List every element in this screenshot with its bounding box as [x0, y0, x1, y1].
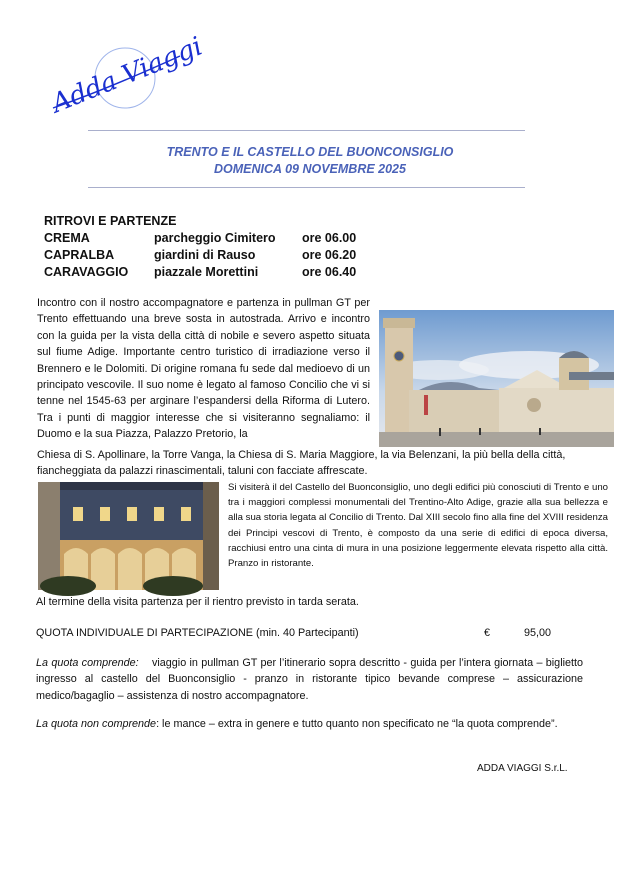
castle-courtyard-photo: [38, 482, 219, 590]
departure-row: [44, 247, 356, 264]
departure-time: ore 06.00: [302, 231, 357, 245]
excludes-section: [36, 716, 583, 732]
departure-time: ore 06.20: [302, 248, 357, 262]
excludes-text: : le mance – extra in genere e tutto quanto non specificato ne “la quota comprende”.: [156, 718, 558, 730]
price-row: [36, 625, 596, 641]
departure-place: piazzale Morettini: [154, 265, 259, 279]
price-currency: €: [484, 627, 491, 639]
header-rule-bottom: [88, 187, 525, 188]
includes-label: La quota comprende:: [36, 657, 139, 669]
departure-place: parcheggio Cimitero: [154, 231, 276, 245]
duomo-photo: [379, 310, 614, 447]
departure-time: ore 06.40: [302, 265, 357, 279]
logo-text: Adda Viaggi: [47, 31, 207, 120]
company-signature: ADDA VIAGGI S.r.L.: [477, 763, 568, 774]
departure-city: CAPRALBA: [44, 248, 115, 262]
departures-heading: RITROVI E PARTENZE: [44, 214, 177, 228]
departure-place: giardini di Rauso: [154, 248, 256, 262]
includes-text: viaggio in pullman GT per l’itinerario sopra descritto - guida per l’intera giornata – biglietto ingresso al castello del Buonconsiglio - pranzo in ristorante tipico bevande comprese – assicurazione medico/bagaglio – assistenza di nostro accompagnatore.: [36, 657, 583, 702]
return-note: Al termine della visita partenza per il rientro previsto in tarda serata.: [36, 596, 359, 608]
departure-city: CREMA: [44, 231, 90, 245]
price-amount: 95,00: [524, 627, 552, 639]
trip-title: TRENTO E IL CASTELLO DEL BUONCONSIGLIO: [166, 145, 454, 159]
departure-row: [44, 230, 356, 247]
departures-section: [44, 212, 356, 281]
itinerary-paragraph-1-continued: Chiesa di S. Apollinare, la Torre Vanga, la Chiesa di S. Maria Maggiore, la via Belenzani, la più bella della città, fiancheggiata da palazzi rinascimentali, taluni con facciate affrescate.: [37, 449, 566, 478]
excludes-label: La quota non comprende: [36, 718, 157, 730]
logo-graphic: [45, 31, 207, 120]
departure-row: [44, 264, 356, 281]
includes-section: [36, 655, 583, 704]
adda-viaggi-logo: [45, 31, 207, 120]
itinerary-paragraph-2: Si visiterà il del Castello del Buonconsiglio, uno degli edifici più conosciuti di Trento e uno tra i maggiori complessi monumentali del Trentino-Alto Adige, grazie alla sua bellezza e alla sua storia legata al Concilio di Trento. Dal XIII secolo fino alla fine del XVIII residenza dei Principi vescovi di Trento, è composto da una serie di edifici di epoca diversa, racchiusi entro una cinta di mura in una posizione leggermente elevata rispetto alla città. Pranzo in ristorante.: [228, 482, 608, 570]
departure-city: CARAVAGGIO: [44, 265, 129, 279]
itinerary-paragraph-1: Incontro con il nostro accompagnatore e partenza in pullman GT per Trento effettuando una breve sosta in autostrada. Arrivo e incontro con la guida per la vista della città di nobile e severo aspetto situata sul fiume Adige. Importante centro turistico di irradiazione verso il Brennero e le Dolomiti. Di origine romana fu sede dal medioevo di un principato vescovile. Il suo nome è legato al famoso Concilio che vi si tenne nel 1545-63 per arginare l’espandersi della Riforma di Lutero. Tra i punti di maggior interesse che si visiteranno segnaliamo: il Duomo e la sua Piazza, Palazzo Pretorio, la: [37, 297, 370, 441]
trip-date: DOMENICA 09 NOVEMBRE 2025: [214, 162, 406, 176]
header-rule-top: [88, 130, 525, 131]
price-label: QUOTA INDIVIDUALE DI PARTECIPAZIONE (min. 40 Partecipanti): [36, 627, 359, 639]
